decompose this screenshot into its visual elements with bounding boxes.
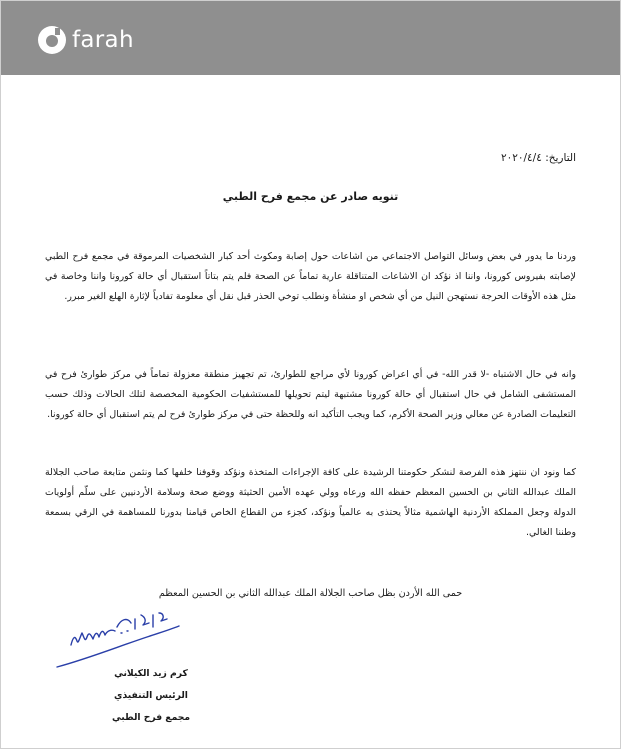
handwritten-signature <box>47 601 207 671</box>
paragraph-rumors: وردنا ما يدور في بعض وسائل التواصل الاجتماعي من اشاعات حول إصابة ومكوث أحد كبار الشخصيات المرموقة في مجمع فرح الطبي لإصابته بفيروس كورونا، واننا اذ نؤكد ان الاشاعات المتناقلة عارية تماماً عن الصحة فلم يتم بتاتاً استقبال أي حالة كورونا واننا وخاصة في مثل هذه الأوقات الحرجة نستهجن النيل من أي شخص او منشأة ونطلب توخي الحذر قبل نقل أي معلومة تفادياً لإثارة الهلع الغير مبرر. <box>45 251 576 302</box>
letter-date: التاريخ: ٢٠٢٠/٤/٤ <box>500 152 576 164</box>
signatory <box>101 663 201 729</box>
brand-name: farah <box>72 27 134 53</box>
letter-title: تنويه صادر عن مجمع فرح الطبي <box>222 190 399 203</box>
paragraph-emergency: وانه في حال الاشتباه -لا قدر الله- في أي اعراض كورونا لأي مراجع للطوارئ، تم تجهيز منطقة معزولة تماماً في مركز طوارئ فرح في المستشفى الشامل في حال استقبال أي حالة كورونا مشتبهة ليتم تحويلها للمستشفيات الحكومية المخصصة لتلك الحالات وذلك حسب التعليمات الصادرة عن معالي وزير الصحة الأكرم، كما ويجب التأكيد انه وللحظة حتى في مركز طوارئ فرح لم يتم استقبال أي حالة كورونا. <box>45 369 576 420</box>
paragraph-gratitude: كما ونود ان ننتهز هذه الفرصة لنشكر حكومتنا الرشيدة على كافة الإجراءات المتخذة ونؤكد وقوفنا خلفها كما ونثمن متابعة صاحب الجلالة الملك عبدالله الثاني بن الحسين المعظم حفظه الله ورعاه وولي عهده الأمين الحثيثة ووضع صحة وسلامة الأردنيين على سلّم أولويات الدولة وجعل المملكة الأردنية الهاشمية مثالاً يحتذى به عالمياً ونؤكد، كجزء من القطاع الخاص قيامنا بدورنا للمساهمة في الرقي بسمعة وطننا الغالي. <box>45 467 576 538</box>
signature-block <box>47 601 207 723</box>
signatory-organization: مجمع فرح الطبي <box>111 712 191 723</box>
signatory-name: كرم زيد الكيلاني <box>114 668 188 679</box>
closing-line: حمى الله الأردن بظل صاحب الجلالة الملك عبدالله الثاني بن الحسين المعظم <box>158 588 463 599</box>
signatory-position: الرئيس التنفيذي <box>114 690 188 701</box>
farah-logo-icon <box>38 26 66 54</box>
letterhead-header <box>1 1 620 75</box>
